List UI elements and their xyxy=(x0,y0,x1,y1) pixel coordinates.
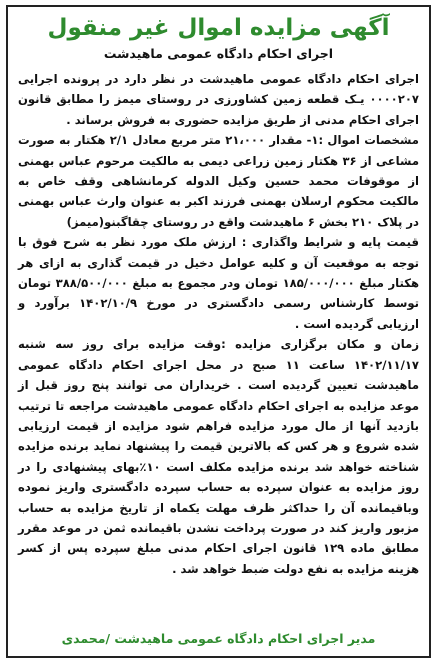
signature-line: مدیر اجرای احکام دادگاه عمومی ماهیدشت /محمدی xyxy=(61,631,376,646)
intro-paragraph: اجرای احکام دادگاه عمومی ماهیدشت در نظر دارد در پرونده اجرایی ۰۰۰۰۲۰۷ یـک قطعه زمین کشاورزی در روستای میمز را مطابق قانون اجرای احکام مدنی از طریق مزایده حضوری به فروش برساند . xyxy=(18,72,419,127)
auction-time-paragraph: زمان و مکان برگزاری مزایده :وقت مزایده برای روز سه شنبه ۱۴۰۲/۱۱/۱۷ ساعت ۱۱ صبح در محل اجرای احکام دادگاه عمومی ماهیدشت تعیین گردیده است . خریداران می توانند پنج روز قبل از موعد مزایده به اجرای احکام دادگاه عمومی ماهیدشت مراجعه تا ترتیب بازدید آنها از مال مورد مزایده فراهم شود مزایده از قیمت ارزیابی شده شروع و هر کس که بالاترین قیمت را پیشنهاد نماید برنده مزایده شناخته خواهد شد برنده مزایده مکلف است ۱۰٪بهای پیشنهادی را در روز مزایده به عنوان سپرده به حساب سپرده دادگستری واریز نموده وباقیمانده آن را حداکثر ظرف مهلت یکماه از تاریخ مزایده به حساب مزبور واریز کند در صورت پرداخت نشدن باقیمانده ثمن در موعد مقرر مطابق ماده ۱۲۹ قانون اجرای احکام مدنی مبلغ سپرده پس از کسر هزینه مزایده به نفع دولت ضبط خواهد شد . xyxy=(18,337,420,576)
notice-subtitle: اجرای احکام دادگاه عمومی ماهیدشت xyxy=(103,46,334,61)
base-price-paragraph: قیمت پایه و شرایط واگذاری : ارزش ملک مورد نظر به شرح فوق با توجه به موقعیت آن و کلیه عوامل دخیل در قیمت گذاری به ازای هر هکتار مبلغ ۱۸۵/۰۰۰/۰۰۰ تومان ودر مجموع به مبلغ ۳۸۸/۵۰۰/۰۰۰ تومان توسط کارشناس رسمی دادگستری در مورخ ۱۴۰۲/۱۰/۹ برآورد و ارزیابی گردیده است . xyxy=(18,235,419,331)
notice-title: آگهی مزایده اموال غیر منقول xyxy=(47,15,390,41)
notice-frame xyxy=(6,5,431,658)
property-details-paragraph: مشخصات اموال :۱- مقدار ۲۱،۰۰۰ متر مربع معادل ۲/۱ هکتار به صورت مشاعی از ۳۶ هکتار زمین زراعی دیمی به مالکیت مرحوم عباس بهمنی از موقوفات محمد حسین وکیل الدوله کرمانشاهی وقف خاص به مالکیت محکوم ارسلان بهمنی فرزند اکبر به عنوان وارث عباس بهمنی در پلاک ۲۱۰ بخش ۶ ماهیدشت واقع در روستای چقاگبنو(میمز) xyxy=(18,133,419,229)
notice-body xyxy=(8,69,429,579)
